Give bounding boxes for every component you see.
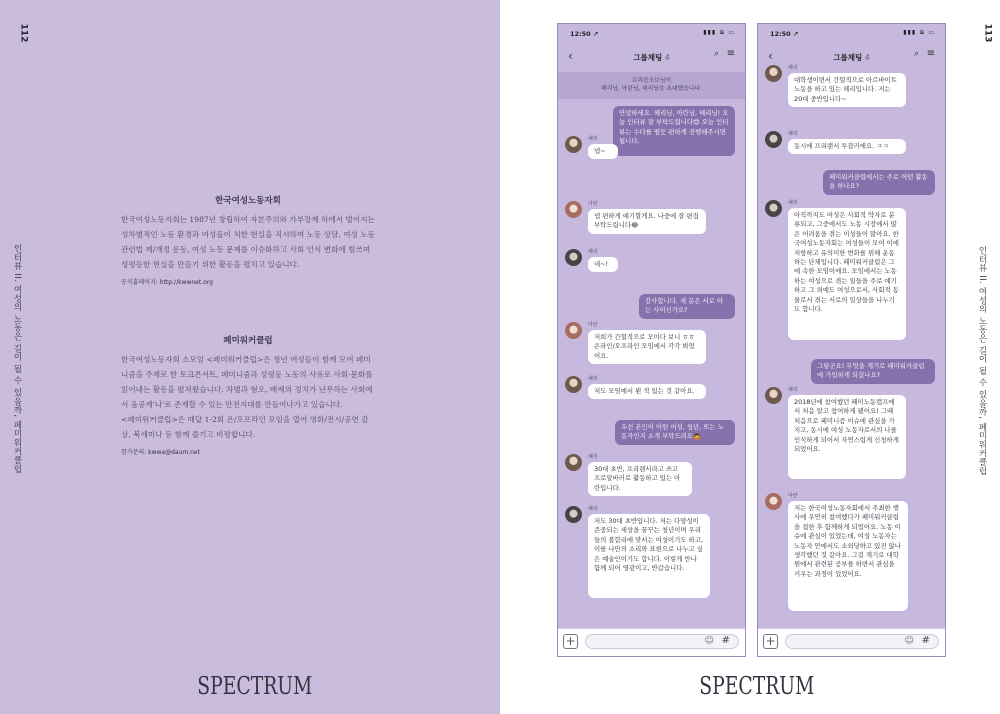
sender-name: 헤리	[588, 506, 598, 512]
member-count: 4	[664, 53, 670, 62]
notice-line: 프리즘오브님이	[631, 78, 672, 84]
status-bar	[558, 24, 745, 44]
emoji-icon[interactable]: ☺	[704, 636, 714, 646]
club-title: 페미워커클럽	[223, 336, 273, 346]
right-page	[500, 0, 1000, 714]
avatar	[565, 506, 582, 523]
chat-bubble-sent: 감사합니다. 세 분은 서로 아는 사이신가요?	[639, 294, 735, 319]
chat-bubble-received: 넵~	[588, 144, 618, 159]
avatar	[765, 200, 782, 217]
chat-bubble-received: 네~!	[588, 257, 618, 272]
avatar	[765, 493, 782, 510]
sender-name: 헤리	[788, 387, 798, 393]
search-icon[interactable]: ⌕	[913, 49, 919, 59]
avatar	[565, 249, 582, 266]
org-homepage: 공식홈페이지: http://kwwnet.org	[121, 279, 213, 286]
chat-screenshot-1	[557, 23, 746, 657]
club-contact: 참가문의: kwwa@daum.net	[121, 449, 200, 456]
hash-icon[interactable]: #	[721, 635, 730, 646]
org-info-block	[121, 194, 375, 286]
page-number: 112	[18, 23, 29, 43]
chat-bubble-received: 저는 한국여성노동자회에서 주최한 행사에 우연히 참여했다가 페미워커클럽을 접한 후 함께하게 되었어요. 노동 이슈에 관심이 있었는데, 여성 노동자는 노동자 안에서도 소외당하고 있진 않나 생각했던 것 같아요. 그걸 계기로 대학원에서 관련된 공부를 하면서 관심을 키우는 과정이 있었어요.	[788, 501, 908, 611]
chat-bubble-received: 대학생이면서 간헐적으로 아르바이트 노동을 하고 있는 헤리입니다. 저는 20대 중반입니다~	[788, 73, 906, 107]
chat-bubble-received: 넵 편하게 얘기할게요. 나중에 잘 편집 부탁드립니다😂	[588, 209, 706, 234]
page-number: 113	[982, 23, 993, 43]
avatar	[565, 376, 582, 393]
member-count: 4	[864, 53, 870, 62]
status-icons: ▮▮▮ ≋ ▭	[703, 29, 735, 36]
avatar	[765, 65, 782, 82]
chat-bubble-received: 2018년에 참여했던 페미노동캠프에서 처음 알고 참여하게 됐어요! 그때 처음으로 페미니즘 이슈에 관심을 가지고, 동시에 여성 노동자로서의 나를 인식하게 되어서 자연스럽게 신청하게 되었어요.	[788, 395, 906, 479]
chat-screenshot-2	[757, 23, 946, 657]
invite-notice	[558, 72, 745, 99]
avatar	[765, 387, 782, 404]
notice-line: 헤리님, 아란님, 헤리님을 초대했습니다.	[601, 86, 702, 92]
status-bar	[758, 24, 945, 44]
org-description: 한국여성노동자회는 1987년 창립하여 자본주의와 가부장제 하에서 벌어지는 성차별적인 노동 환경과 여성들이 처한 현실을 직시하며 노동 상담, 여성 노동 관련법 제/개정 운동, 여성 노동 문제를 이슈화하고 사회 인식 변화에 힘쓰며 성평등한 현실을 만들기 위한 활동을 펼치고 있습니다.	[121, 215, 375, 269]
sender-name: 헤리	[588, 249, 598, 255]
add-attachment-button[interactable]: +	[563, 634, 578, 649]
avatar	[765, 131, 782, 148]
sender-name: 아란	[788, 493, 798, 499]
sender-name: 아란	[588, 201, 598, 207]
avatar	[565, 322, 582, 339]
add-attachment-button[interactable]: +	[763, 634, 778, 649]
side-running-title: 인터뷰 II. 여성의 노동은 길이 될 수 있을까, 페미워커클럽	[977, 246, 987, 476]
club-info-block	[121, 334, 375, 456]
chat-bubble-received: 저도 30대 초반입니다. 저는 다양성이 존중되는 세상을 꿈꾸는 청년이며 우리들의 불합리에 맞서는 여성이기도 하고, 이를 나만의 소리와 표현으로 나누고 싶은 예술인이기도 합니다. 이렇게 만나 함께 되어 영광이고, 반갑습니다.	[588, 514, 710, 598]
spectrum-logo: SPECTRUM	[197, 672, 313, 700]
chat-header	[758, 46, 945, 68]
message-input[interactable]	[785, 634, 939, 649]
status-icons: ▮▮▮ ≋ ▭	[903, 29, 935, 36]
chat-bubble-sent: 페미워커클럽에서는 주로 어떤 활동을 하나요?	[823, 170, 935, 195]
chat-header	[558, 46, 745, 68]
chat-input-bar	[758, 628, 945, 656]
sender-name: 헤리	[588, 454, 598, 460]
chat-input-bar	[558, 628, 745, 656]
avatar	[565, 201, 582, 218]
back-arrow-icon[interactable]: ‹	[568, 49, 573, 63]
chat-bubble-received: 동시에 프리랜서 투잡러에요. ㅋㅋ	[788, 139, 906, 154]
chat-title-text: 그룹채팅	[633, 53, 665, 62]
avatar	[565, 136, 582, 153]
chat-bubble-sent: 안녕하세요. 헤리님, 아란님, 혜리님! 오늘 인터뷰 잘 부탁드립니다😊 오늘 인터뷰는 수다를 떨듯 편하게 진행해주시면 됩니다.	[613, 106, 735, 156]
sender-name: 헤리	[588, 376, 598, 382]
chat-bubble-received: 저도 모임에서 뵌 적 있는 것 같아요.	[588, 384, 706, 399]
sender-name: 헤리	[788, 200, 798, 206]
message-input[interactable]	[585, 634, 739, 649]
status-time: 12:50 ↗	[570, 30, 599, 38]
org-title: 한국여성노동자회	[215, 196, 281, 206]
chat-title-text: 그룹채팅	[833, 53, 865, 62]
menu-icon[interactable]: ≡	[926, 48, 935, 59]
emoji-icon[interactable]: ☺	[904, 636, 914, 646]
side-running-title: 인터뷰 II. 여성의 노동은 길이 될 수 있을까, 페미워커클럽	[12, 244, 22, 474]
chat-bubble-received: 저희가 간헐적으로 모이다 보니 ㅎㅎ 온라인/오프라인 모임에서 각각 봐었어요.	[588, 330, 706, 364]
sender-name: 아란	[588, 322, 598, 328]
club-description: 한국여성노동자회 소모임 <페미워커클럽>은 청년 여성들이 함께 모여 페미니즘을 주제로 한 토크콘서트, 페미니즘과 성평등 노동의 사유로 사회·문화를 읽어내는 활동을 펼쳐왔습니다. 차별과 혐오, 배제의 정치가 난무하는 사회에서 움공계'나'로 존재할 수 있는 안전지대를 만들어나가고 있습니다. <페미워커클럽>은 매달 1-2회 온/오프라인 모임을 열어 영화/전시/공연 감상, 북세미나 등 함께 즐기고 비평합니다.	[121, 355, 373, 439]
spectrum-logo: SPECTRUM	[699, 672, 815, 700]
hash-icon[interactable]: #	[921, 635, 930, 646]
menu-icon[interactable]: ≡	[726, 48, 735, 59]
chat-bubble-sent: 우선 본인이 어떤 여성, 청년, 또는 노동자인지 소개 부탁드려요🙇	[615, 420, 735, 445]
chat-bubble-received: 30대 초반, 프리랜서라고 쓰고 프로알바러로 활동하고 있는 아란입니다.	[588, 462, 692, 496]
status-time: 12:50 ↗	[770, 30, 799, 38]
search-icon[interactable]: ⌕	[713, 49, 719, 59]
avatar	[565, 454, 582, 471]
sender-name: 헤리	[588, 136, 598, 142]
sender-name: 헤리	[788, 131, 798, 137]
sender-name: 헤리	[788, 65, 798, 71]
chat-bubble-received: 아직까지도 여성은 사회적 약자로 분류되고, 그중에서도 노동 시장에서 많은 어려움을 겪는 이성들이 많아요. 한국여성노동자회는 여성들이 모여 이에 저항하고 유의미한 변화를 위해 운동하는 단체입니다. 페미워커클럽은 그에 속한 모임이에요. 모임에서는 노동하는 여성으로 겪는 일들을 주로 얘기하고 그 외에도 여성으로서, 사회적 동물로서 겪는 서로의 일상들을 나누기도 합니다.	[788, 208, 906, 340]
chat-bubble-sent: 그렇군요! 무엇을 계기로 페미워커클럽에 가입하게 되셨나요?	[811, 359, 935, 384]
back-arrow-icon[interactable]: ‹	[768, 49, 773, 63]
